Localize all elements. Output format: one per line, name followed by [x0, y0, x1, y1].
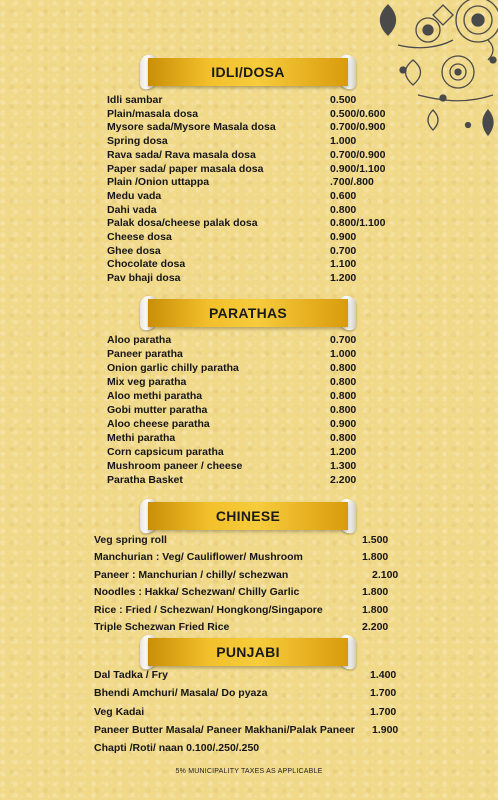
menu-item-price: 1.100 — [330, 258, 357, 271]
menu-item-name: Aloo paratha — [107, 334, 172, 346]
menu-item-price: 1.700 — [370, 687, 397, 700]
menu-item-price: 1.400 — [370, 669, 397, 681]
menu-item-name: Palak dosa/cheese palak dosa — [107, 217, 258, 230]
menu-item-price: .700/.800 — [330, 176, 374, 189]
menu-item-price: 0.800 — [330, 432, 357, 444]
menu-item-price: 0.800 — [330, 203, 357, 216]
menu-item-name: Rava sada/ Rava masala dosa — [107, 148, 256, 161]
menu-item-price: 1.500 — [362, 534, 389, 546]
menu-item-name: Aloo methi paratha — [107, 390, 203, 402]
menu-item-name: Veg spring roll — [94, 534, 167, 546]
section-banner-punjabi — [140, 635, 356, 669]
menu-item-price: 1.000 — [330, 348, 357, 360]
menu-item-name: Paneer Butter Masala/ Paneer Makhani/Palak Paneer — [94, 723, 355, 736]
menu-item-price: 0.900 — [330, 418, 357, 430]
menu-item-price: 2.100 — [372, 568, 399, 581]
section-title: IDLI/DOSA — [211, 64, 285, 80]
menu-item-price: 0.800/1.100 — [330, 217, 386, 230]
menu-item-name: Veg Kadai — [94, 705, 145, 718]
menu-item-name: Rice : Fried / Schezwan/ Hongkong/Singapore — [94, 603, 323, 616]
menu-item-price: 1.000 — [330, 135, 357, 148]
menu-item-name: Paneer : Manchurian / chilly/ schezwan — [94, 568, 289, 581]
menu-item-name: Onion garlic chilly paratha — [107, 362, 239, 374]
menu-item-price: 0.500 — [330, 94, 357, 106]
menu-item-price: 0.700 — [330, 244, 357, 257]
menu-item-price: 1.200 — [330, 446, 357, 458]
menu-item-name: Mysore sada/Mysore Masala dosa — [107, 121, 276, 134]
section-banner-idli-dosa — [140, 55, 356, 89]
menu-item-name: Dal Tadka / Fry — [94, 669, 168, 681]
menu-item-name: Chapti /Roti/ naan 0.100/.250/.250 — [94, 742, 260, 755]
menu-item-name: Ghee dosa — [107, 244, 161, 257]
menu-item-name: Mix veg paratha — [107, 376, 187, 388]
menu-item-name: Noodles : Hakka/ Schezwan/ Chilly Garlic — [94, 586, 300, 599]
menu-item-name: Methi paratha — [107, 432, 176, 444]
menu-item-name: Mushroom paneer / cheese — [107, 460, 243, 472]
section-banner-chinese — [140, 499, 356, 533]
tax-note: 5% MUNICIPALITY TAXES AS APPLICABLE — [175, 768, 323, 775]
menu-item-price: 1.900 — [372, 723, 399, 736]
menu-item-price: 1.300 — [330, 460, 357, 472]
menu-item-name: Bhendi Amchuri/ Masala/ Do pyaza — [94, 687, 268, 700]
menu-item-price: 0.900/1.100 — [330, 162, 386, 175]
menu-item-name: Medu vada — [107, 189, 162, 202]
menu-item-name: Paneer paratha — [107, 348, 183, 360]
menu-item-name: Triple Schezwan Fried Rice — [94, 621, 230, 633]
menu-item-name: Plain/masala dosa — [107, 107, 199, 120]
menu-item-name: Plain /Onion uttappa — [107, 176, 210, 189]
menu-item-name: Gobi mutter paratha — [107, 404, 208, 416]
menu-item-name: Cheese dosa — [107, 231, 172, 243]
section-banner-parathas — [140, 296, 356, 330]
menu-item-price: 0.500/0.600 — [330, 107, 386, 120]
menu-item-price: 0.800 — [330, 376, 357, 388]
menu-item-name: Idli sambar — [107, 94, 163, 106]
menu-item-price: 0.800 — [330, 362, 357, 374]
menu-item-name: Pav bhaji dosa — [107, 272, 181, 285]
menu-item-name: Manchurian : Veg/ Cauliflower/ Mushroom — [94, 551, 303, 564]
menu-item-name: Corn capsicum paratha — [107, 446, 224, 458]
menu-item-price: 2.200 — [330, 474, 357, 486]
menu-item-price: 1.200 — [330, 272, 357, 285]
menu-item-name: Paratha Basket — [107, 474, 183, 486]
section-title: PUNJABI — [216, 644, 280, 660]
menu-item-price: 0.800 — [330, 390, 357, 402]
menu-item-price: 0.600 — [330, 189, 357, 202]
menu-item-name: Paper sada/ paper masala dosa — [107, 162, 264, 175]
menu-item-price: 0.700/0.900 — [330, 121, 386, 134]
menu-item-name: Chocolate dosa — [107, 258, 186, 271]
menu-item-price: 1.800 — [362, 551, 389, 564]
menu-item-price: 1.800 — [362, 603, 389, 616]
menu-item-price: 0.700 — [330, 334, 357, 346]
menu-item-price: 0.700/0.900 — [330, 148, 386, 161]
menu-item-price: 0.900 — [330, 231, 357, 243]
menu-item-name: Dahi vada — [107, 203, 157, 216]
menu-item-price: 2.200 — [362, 621, 389, 633]
section-title: CHINESE — [215, 508, 281, 524]
menu-item-price: 1.700 — [370, 705, 397, 718]
menu-item-name: Spring dosa — [107, 135, 168, 148]
menu-item-name: Aloo cheese paratha — [107, 418, 210, 430]
menu-item-price: 0.800 — [330, 404, 357, 416]
menu-item-price: 1.800 — [362, 586, 389, 599]
section-title: PARATHAS — [208, 305, 288, 321]
